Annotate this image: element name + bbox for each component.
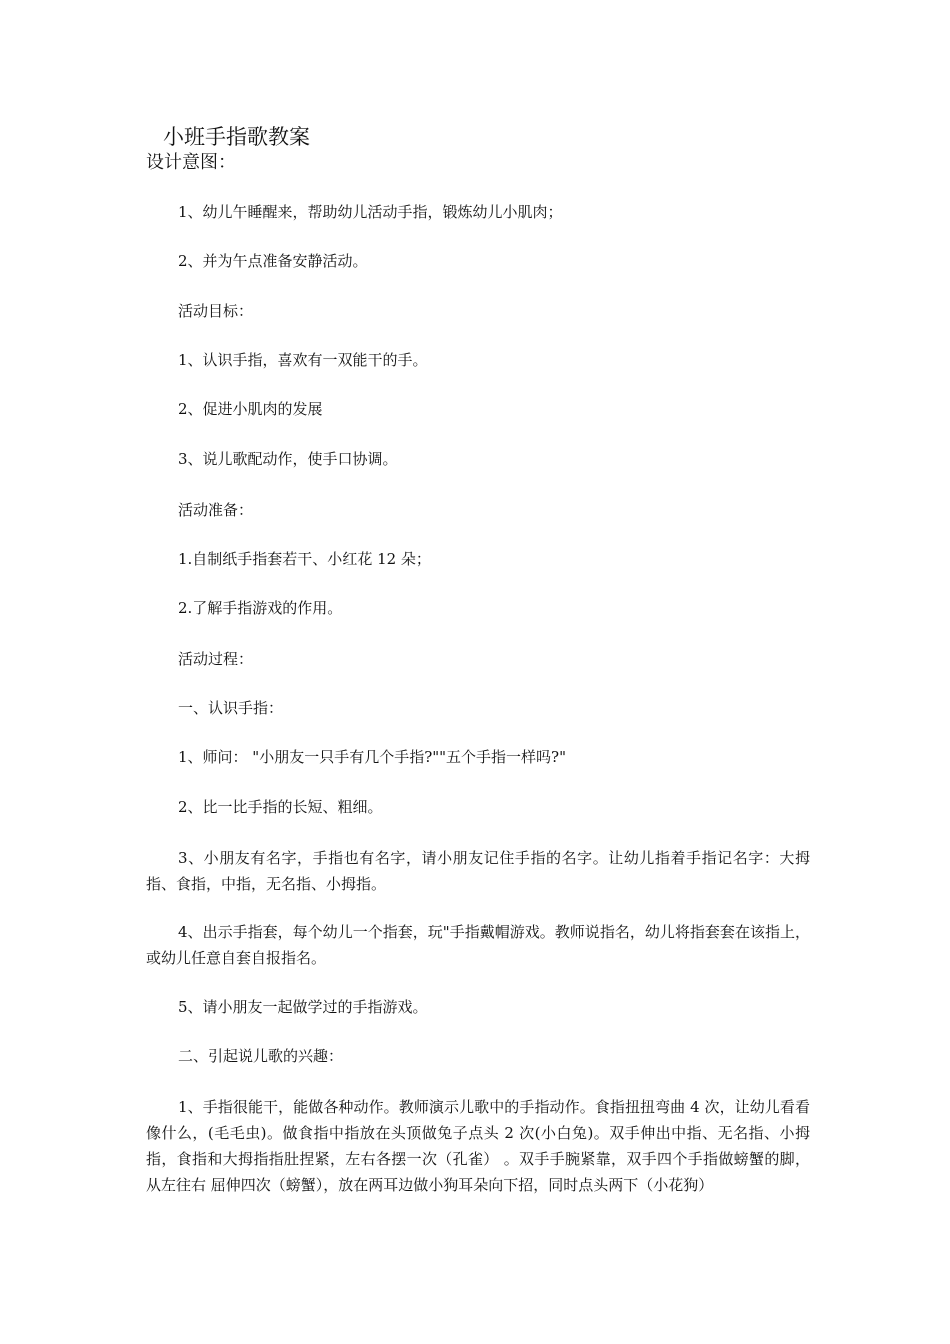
goal-item-1: 1、认识手指，喜欢有一双能干的手。 xyxy=(178,351,428,369)
intent-item-1: 1、幼儿午睡醒来，帮助幼儿活动手指，锻炼幼儿小肌肉； xyxy=(178,203,563,221)
goals-heading: 活动目标： xyxy=(178,302,254,320)
part2-heading: 二、引起说儿歌的兴趣： xyxy=(178,1047,344,1065)
part1-item-3: 3、小朋友有名字，手指也有名字，请小朋友记住手指的名字。让幼儿指着手指记名字：大拇指、食指，中指，无名指、小拇指。 xyxy=(146,849,810,893)
prep-item-1: 1.自制纸手指套若干、小红花 12 朵； xyxy=(178,550,431,568)
document-title: 小班手指歌教案 xyxy=(163,125,310,149)
design-intent-heading: 设计意图： xyxy=(146,152,236,173)
intent-item-2: 2、并为午点准备安静活动。 xyxy=(178,252,368,270)
prep-heading: 活动准备： xyxy=(178,501,254,519)
part1-item-4: 4、出示手指套，每个幼儿一个指套，玩"手指戴帽游戏。教师说指名，幼儿将指套套在该指上，或幼儿任意自套自报指名。 xyxy=(146,923,810,967)
part2-item-1: 1、手指很能干，能做各种动作。教师演示儿歌中的手指动作。食指扭扭弯曲 4 次，让幼儿看看像什么，(毛毛虫)。做食指中指放在头顶做兔子点头 2 次(小白兔)。双手伸出中指、无名指、小拇指，食指和大拇指指肚捏紧，左右各摆一次（孔雀） 。双手手腕紧靠，双手四个手指做螃蟹的脚，从左往右 屈伸四次（螃蟹），放在两耳边做小狗耳朵向下招，同时点头两下（小花狗） xyxy=(146,1098,810,1194)
goal-item-2: 2、促进小肌肉的发展 xyxy=(178,400,323,418)
goal-item-3: 3、说儿歌配动作，使手口协调。 xyxy=(178,450,398,468)
prep-item-2: 2.了解手指游戏的作用。 xyxy=(178,599,343,617)
part1-item-5: 5、请小朋友一起做学过的手指游戏。 xyxy=(178,998,428,1016)
part1-heading: 一、认识手指： xyxy=(178,699,284,717)
part1-item-1: 1、师问： "小朋友一只手有几个手指?""五个手指一样吗?" xyxy=(178,748,566,766)
process-heading: 活动过程： xyxy=(178,650,254,668)
part1-item-2: 2、比一比手指的长短、粗细。 xyxy=(178,798,383,816)
